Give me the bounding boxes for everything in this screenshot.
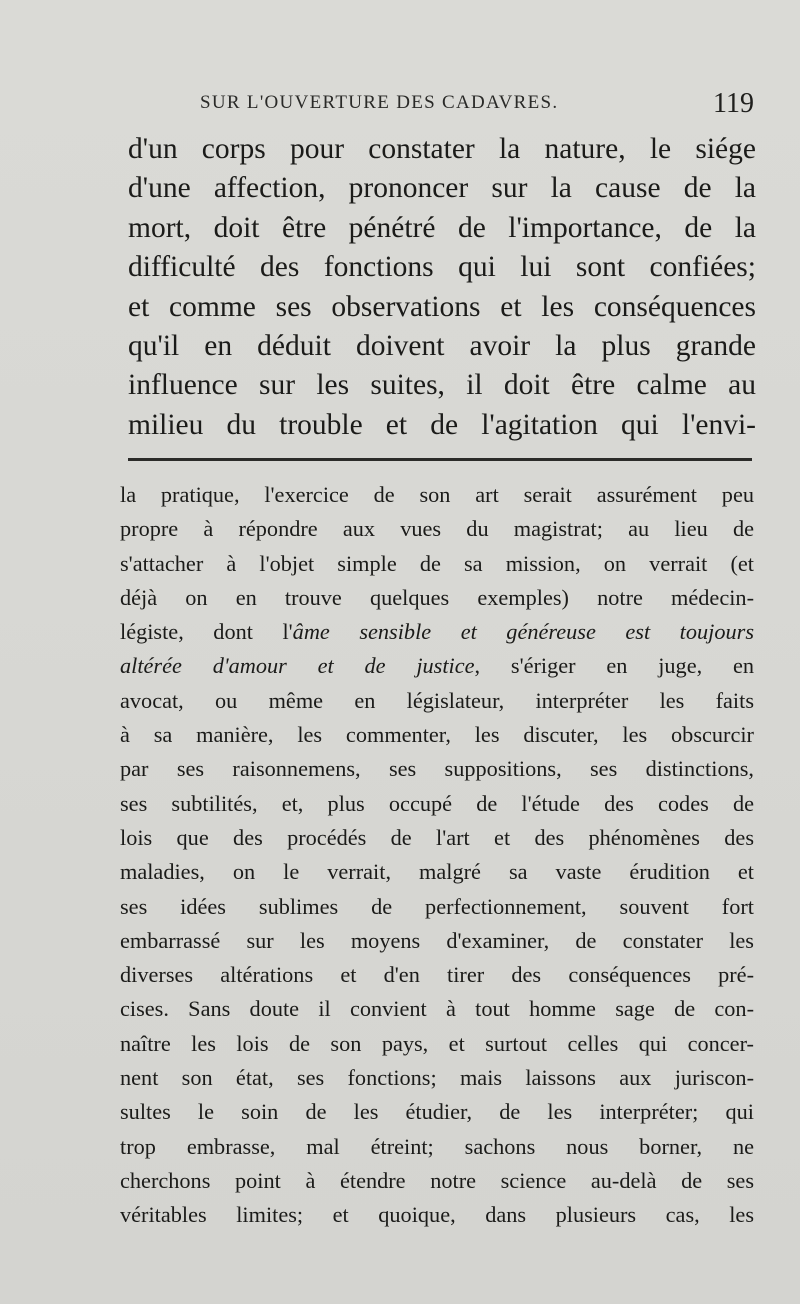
footnote-line: à sa manière, les commenter, les discuter, les obscurcir <box>120 722 754 748</box>
footnote-line <box>120 649 754 683</box>
main-text-line: mort, doit être pénétré de l'importance, de la <box>128 211 756 244</box>
footnote-text: , s'ériger en juge, en <box>474 653 755 679</box>
footnote-line: avocat, ou même en législateur, interpréter les faits <box>120 687 754 713</box>
running-title: SUR L'OUVERTURE DES CADAVRES. <box>200 92 559 113</box>
footnote-line: sultes le soin de les étudier, de les interpréter; qui <box>120 1099 754 1125</box>
footnote-italic-text: âme sensible et généreuse est toujours <box>292 619 754 645</box>
footnote-line: lois que des procédés de l'art et des phénomènes des <box>120 824 754 850</box>
main-text-line: et comme ses observations et les conséquences <box>128 290 756 323</box>
footnote-line: ses idées sublimes de perfectionnement, souvent fort <box>120 893 754 919</box>
page-header <box>200 88 760 118</box>
footnote-line: maladies, on le verrait, malgré sa vaste érudition et <box>120 859 754 885</box>
footnote-line: cherchons point à étendre notre science au-delà de ses <box>120 1167 754 1193</box>
footnote-line: trop embrasse, mal étreint; sachons nous borner, ne <box>120 1133 754 1159</box>
main-text-block <box>128 130 756 445</box>
footnote-line: véritables limites; et quoique, dans plusieurs cas, les <box>120 1202 754 1228</box>
footnote-line: propre à répondre aux vues du magistrat; au lieu de <box>120 516 754 542</box>
footnote-line: ses subtilités, et, plus occupé de l'étude des codes de <box>120 790 754 816</box>
main-text-line: difficulté des fonctions qui lui sont confiées; <box>128 251 756 284</box>
footnote-line: s'attacher à l'objet simple de sa mission, on verrait (et <box>120 550 754 576</box>
main-text-line: milieu du trouble et de l'agitation qui l'envi- <box>128 408 756 441</box>
footnote-line: déjà on en trouve quelques exemples) notre médecin- <box>120 584 754 610</box>
footnote-line: diverses altérations et d'en tirer des conséquences pré- <box>120 962 754 988</box>
footnote-block <box>120 478 754 1233</box>
main-text-line: d'un corps pour constater la nature, le siége <box>128 133 756 165</box>
main-text-line: qu'il en déduit doivent avoir la plus grande <box>128 329 756 362</box>
footnote-line: naître les lois de son pays, et surtout celles qui concer- <box>120 1030 754 1056</box>
footnote-italic-text: altérée d'amour et de justice <box>120 653 475 679</box>
footnote-line: embarrassé sur les moyens d'examiner, de constater les <box>120 927 754 953</box>
footnote-line <box>120 615 754 649</box>
main-text-line: d'une affection, prononcer sur la cause de la <box>128 172 756 205</box>
footnote-separator-rule <box>128 458 752 461</box>
footnote-line: par ses raisonnemens, ses suppositions, ses distinctions, <box>120 756 754 782</box>
footnote-text: légiste, dont l' <box>120 619 293 645</box>
page-number: 119 <box>713 88 754 119</box>
main-text-line: influence sur les suites, il doit être calme au <box>128 369 756 402</box>
footnote-line: la pratique, l'exercice de son art serait assurément peu <box>120 482 754 507</box>
footnote-line: cises. Sans doute il convient à tout homme sage de con- <box>120 996 754 1022</box>
footnote-line: nent son état, ses fonctions; mais laissons aux juriscon- <box>120 1065 754 1091</box>
